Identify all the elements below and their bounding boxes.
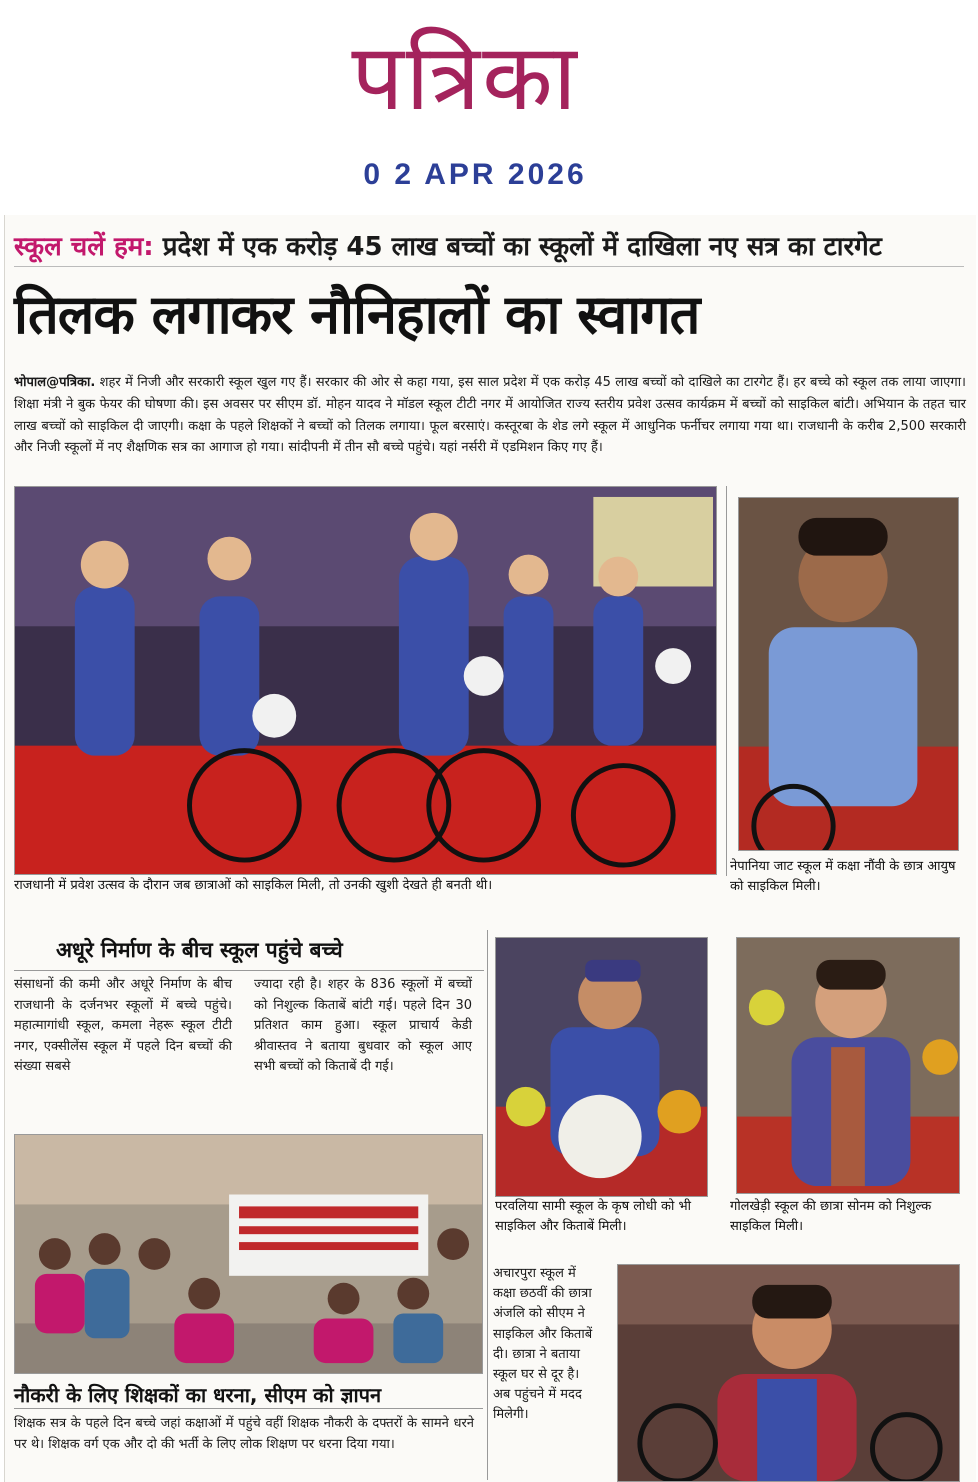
protest-text: शिक्षक सत्र के पहले दिन बच्चे जहां कक्षाओं में पहुंचे वहीं शिक्षक नौकरी के दफ्तरों के सामने धरने पर थे। शिक्षक वर्ग एक और दो की भर्ती के लिए लोक शिक्षण पर धरना दिया गया। — [14, 1416, 474, 1452]
lead-paragraph — [14, 372, 966, 459]
golkhedi-photo — [736, 937, 960, 1194]
anjali-text: अचारपुरा स्कूल में कक्षा छठवीं की छात्रा अंजलि को सीएम ने साइकिल और किताबें दी। छात्रा ने बताया स्कूल घर से दूर है। अब पहुंचने में मदद मिलेगी। — [493, 1266, 593, 1423]
kicker-line — [14, 227, 964, 267]
main-photo — [14, 486, 717, 875]
boy-photo — [738, 497, 959, 851]
anjali-photo-image — [618, 1265, 959, 1481]
date-stamp: 0 2 APR 2026 — [363, 158, 587, 191]
column-divider — [487, 930, 488, 1480]
kicker-text: प्रदेश में एक करोड़ 45 लाख बच्चों का स्कूलों में दाखिला नए सत्र का टारगेट — [153, 232, 882, 262]
parwaliya-photo-image — [496, 938, 707, 1196]
anjali-photo — [617, 1264, 960, 1482]
golkhedi-photo-caption: गोलखेड़ी स्कूल की छात्रा सोनम को निशुल्क साइकिल मिली। — [730, 1199, 932, 1234]
golkhedi-photo-image — [737, 938, 959, 1193]
main-headline: तिलक लगाकर नौनिहालों का स्वागत — [14, 283, 700, 346]
kicker-label: स्कूल चलें हम: — [14, 232, 154, 262]
parwaliya-photo-caption: परवलिया सामी स्कूल के कृष लोधी को भी साइकिल और किताबें मिली। — [495, 1199, 691, 1234]
boy-photo-image — [739, 498, 958, 850]
sidebar-headline: अधूरे निर्माण के बीच स्कूल पहुंचे बच्चे — [56, 938, 343, 962]
column-divider-right — [726, 486, 727, 876]
main-photo-caption: राजधानी में प्रवेश उत्सव के दौरान जब छात्राओं को साइकिल मिली, तो उनकी खुशी देखते ही बनती थी। — [14, 878, 493, 893]
masthead — [0, 20, 978, 140]
lead-text: शहर में निजी और सरकारी स्कूल खुल गए हैं। सरकार की ओर से कहा गया, इस साल प्रदेश में एक करोड़ 45 लाख बच्चों को दाखिले का टारगेट हैं। हर बच्चे को स्कूल तक लाया जाएगा। शिक्षा मंत्री ने बुक फेयर की घोषणा की। इस अवसर पर सीएम डॉ. मोहन यादव ने मॉडल स्कूल टीटी नगर में आयोजित राज्य स्तरीय प्रवेश उत्सव कार्यक्रम में बच्चों को साइकिल बांटी। अभियान के तहत चार लाख बच्चों को साइकिल दी जाएगी। कक्षा के पहले शिक्षकों ने बच्चों को तिलक लगाया। फूल बरसाएं। कस्तूरबा के शेड लगे स्कूल में आधुनिक फर्नीचर लगाया गया था। राजधानी के करीब 2,500 सरकारी और निजी स्कूलों में नए शैक्षणिक सत्र का आगाज हो गया। सांदीपनी में तीन सौ बच्चे पहुंचे। यहां नर्सरी में एडमिशन किए गए हैं। — [14, 375, 966, 456]
sidebar-column-1: संसाधनों की कमी और अधूरे निर्माण के बीच राजधानी के दर्जनभर स्कूलों में बच्चे पहुंचे। महात्मागांधी स्कूल, कमला नेहरू स्कूल टीटी नगर, एक्सीलेंस स्कूल में पहले दिन बच्चों की संख्या सबसे — [14, 977, 232, 1074]
newspaper-logo: पत्रिका — [351, 24, 579, 131]
protest-photo — [14, 1134, 483, 1374]
boy-photo-caption: नेपानिया जाट स्कूल में कक्षा नौंवी के छात्र आयुष को साइकिल मिली। — [730, 859, 956, 894]
sidebar-divider — [14, 970, 484, 971]
parwaliya-photo — [495, 937, 708, 1197]
sidebar-column-2: ज्यादा रही है। शहर के 836 स्कूलों में बच्चों को निशुल्क किताबें बांटी गई। पहले दिन 30 प्रतिशत काम हुआ। स्कूल प्राचार्य केडी श्रीवास्तव ने बताया बुधवार को स्कूल आए सभी बच्चों को किताबें दी गई। — [254, 977, 472, 1074]
protest-headline: नौकरी के लिए शिक्षकों का धरना, सीएम को ज्ञापन — [14, 1383, 382, 1407]
dateline: भोपाल@पत्रिका. — [14, 375, 96, 390]
protest-divider — [14, 1408, 483, 1409]
protest-photo-image — [15, 1135, 482, 1373]
main-photo-image — [15, 487, 716, 874]
